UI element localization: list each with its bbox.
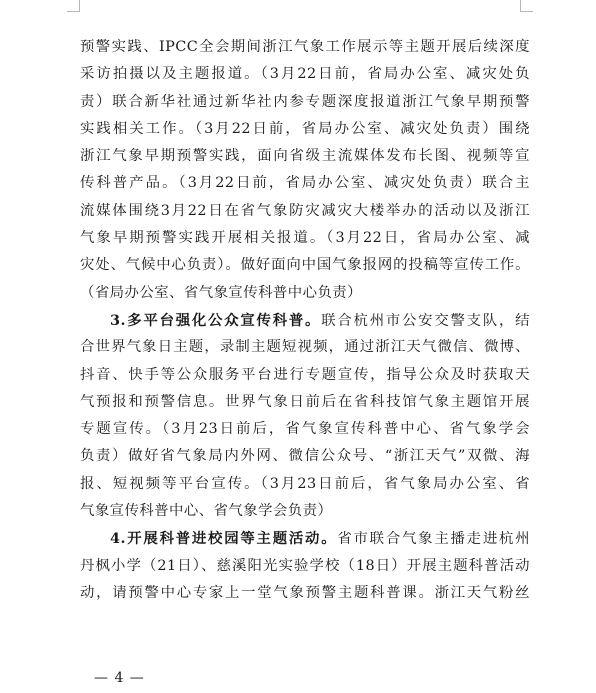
text-line: 流媒体围绕3月22日在省气象防灾减灾大楼举办的活动以及浙江 — [80, 202, 530, 219]
text-line: 合世界气象日主题，录制主题短视频，通过浙江天气微信、微博、 — [80, 339, 530, 356]
text-line: 采访拍摄以及主题报道。（3月22日前，省局办公室、减灾处负 — [80, 66, 530, 83]
section-4-first-line — [80, 525, 530, 552]
text-line: 气预报和预警信息。世界气象日前后在省科技馆气象主题馆开展 — [80, 393, 530, 410]
text-line: 传科普产品。（3月22日前，省局办公室、减灾处负责）联合主 — [80, 175, 530, 192]
text-line: 丹枫小学（21日）、慈溪阳光实验学校（18日）开展主题科普活动 — [80, 557, 530, 574]
text-line: 报、短视频等平台宣传。（3月23日前后，省气象局办公室、省 — [80, 475, 530, 492]
text-line: 预警实践、IPCC全会期间浙江气象工作展示等主题开展后续深度 — [80, 39, 530, 55]
page-number: — 4 — — [94, 670, 145, 686]
crop-mark-top-left — [67, 0, 80, 12]
text-line: 动，请预警中心专家上一堂气象预警主题科普课。浙江天气粉丝 — [80, 584, 530, 601]
text-line: 抖音、快手等公众服务平台进行专题宣传，指导公众及时获取天 — [80, 366, 530, 383]
text-line: 实践相关工作。（3月22日前，省局办公室、减灾处负责）围绕 — [80, 120, 530, 137]
section-4-heading: 4.开展科普进校园等主题活动。 — [110, 530, 338, 548]
text-line: 负责）做好省气象局内外网、微信公众号、“浙江天气”双微、海 — [80, 448, 530, 465]
section-3-first-line — [80, 307, 530, 334]
section-3-text: 联合杭州市公安交警支队，结 — [321, 312, 530, 329]
text-line: 气象早期预警实践开展相关报道。（3月22日，省局办公室、减 — [80, 230, 530, 247]
text-line: （省局办公室、省气象宣传科普中心负责） — [80, 284, 362, 301]
text-line: 浙江气象早期预警实践，面向省级主流媒体发布长图、视频等宣 — [80, 148, 530, 165]
crop-mark-top-right — [520, 0, 533, 12]
section-4-text: 省市联合气象主播走进杭州 — [337, 531, 530, 548]
text-line: 责）联合新华社通过新华社内参专题深度报道浙江气象早期预警 — [80, 93, 530, 110]
body-text — [80, 34, 530, 607]
text-line: 专题宣传。（3月23日前后，省气象宣传科普中心、省气象学会 — [80, 421, 530, 438]
section-3-heading: 3.多平台强化公众宣传科普。 — [110, 311, 322, 329]
text-line: 气象宣传科普中心、省气象学会负责） — [80, 503, 333, 520]
text-line: 灾处、气候中心负责）。做好面向中国气象报网的投稿等宣传工作。 — [80, 257, 530, 274]
